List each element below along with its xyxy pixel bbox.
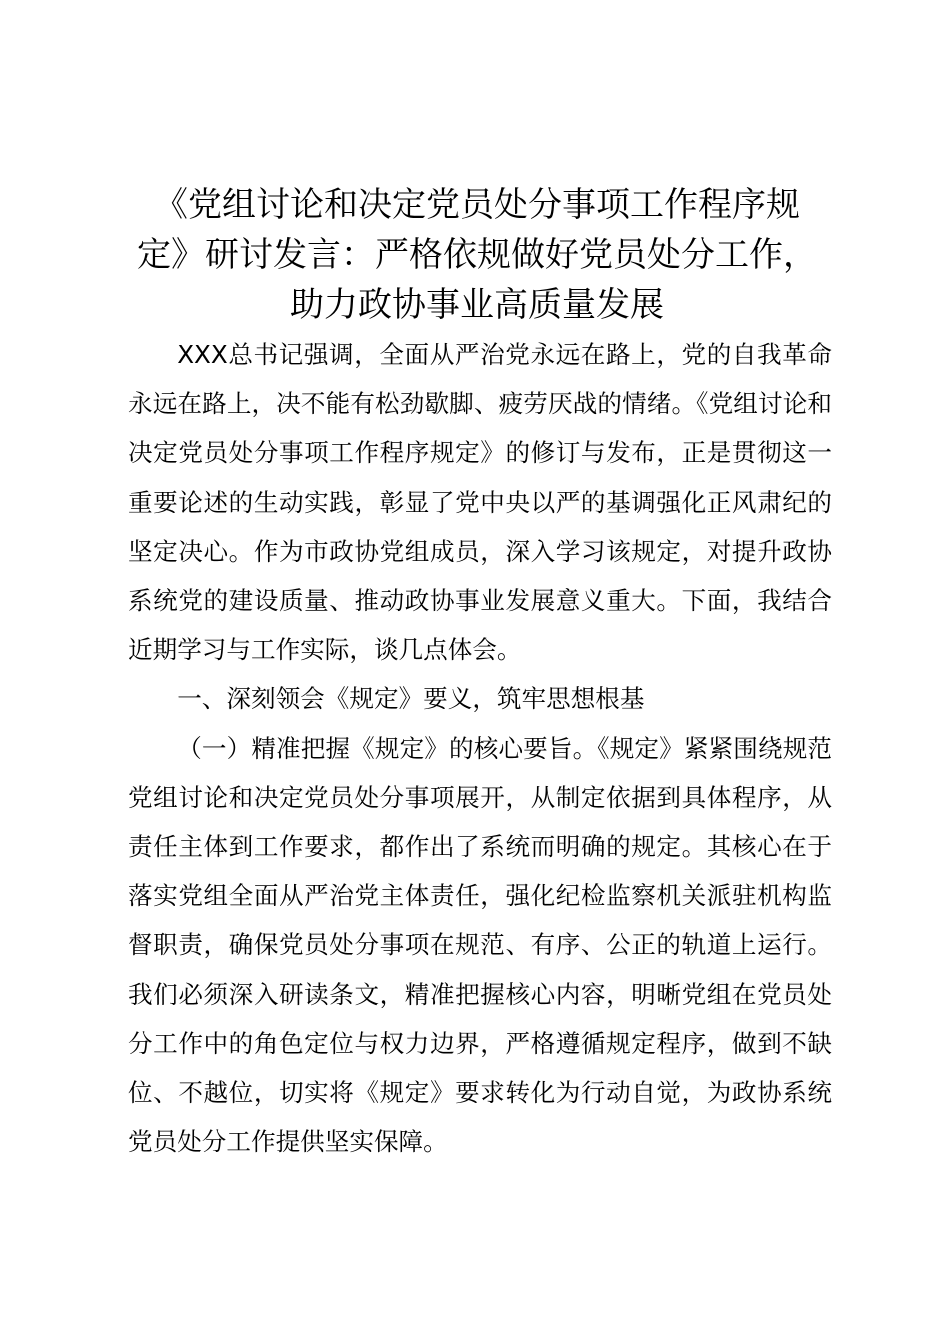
- document-title: [120, 180, 834, 330]
- title-line-1: 《党组讨论和决定党员处分事项工作程序规: [154, 185, 800, 225]
- title-line-3: 助力政协事业高质量发展: [290, 285, 664, 325]
- subsection-paragraph-1: （一）精准把握《规定》的核心要旨。《规定》紧紧围绕规范党组讨论和决定党员处分事项展开，从制定依据到具体程序，从责任主体到工作要求，都作出了系统而明确的规定。其核心在于落实党组全面从严治党主体责任，强化纪检监察机关派驻机构监督职责，确保党员处分事项在规范、有序、公正的轨道上运行。我们必须深入研读条文，精准把握核心内容，明晰党组在党员处分工作中的角色定位与权力边界，严格遵循规定程序，做到不缺位、不越位，切实将《规定》要求转化为行动自觉，为政协系统党员处分工作提供坚实保障。: [128, 733, 832, 1157]
- intro-paragraph: XXX总书记强调，全面从严治党永远在路上，党的自我革命永远在路上，决不能有松劲歇脚、疲劳厌战的情绪。《党组讨论和决定党员处分事项工作程序规定》的修订与发布，正是贯彻这一重要论述的生动实践，彰显了党中央以严的基调强化正风肃纪的坚定决心。作为市政协党组成员，深入学习该规定，对提升政协系统党的建设质量、推动政协事业发展意义重大。下面，我结合近期学习与工作实际，谈几点体会。: [128, 340, 832, 665]
- document-body: [128, 330, 832, 1166]
- title-line-2: 定》研讨发言：严格依规做好党员处分工作，: [137, 235, 817, 275]
- section-heading-1: 一、深刻领会《规定》要义，筑牢思想根基: [177, 684, 645, 714]
